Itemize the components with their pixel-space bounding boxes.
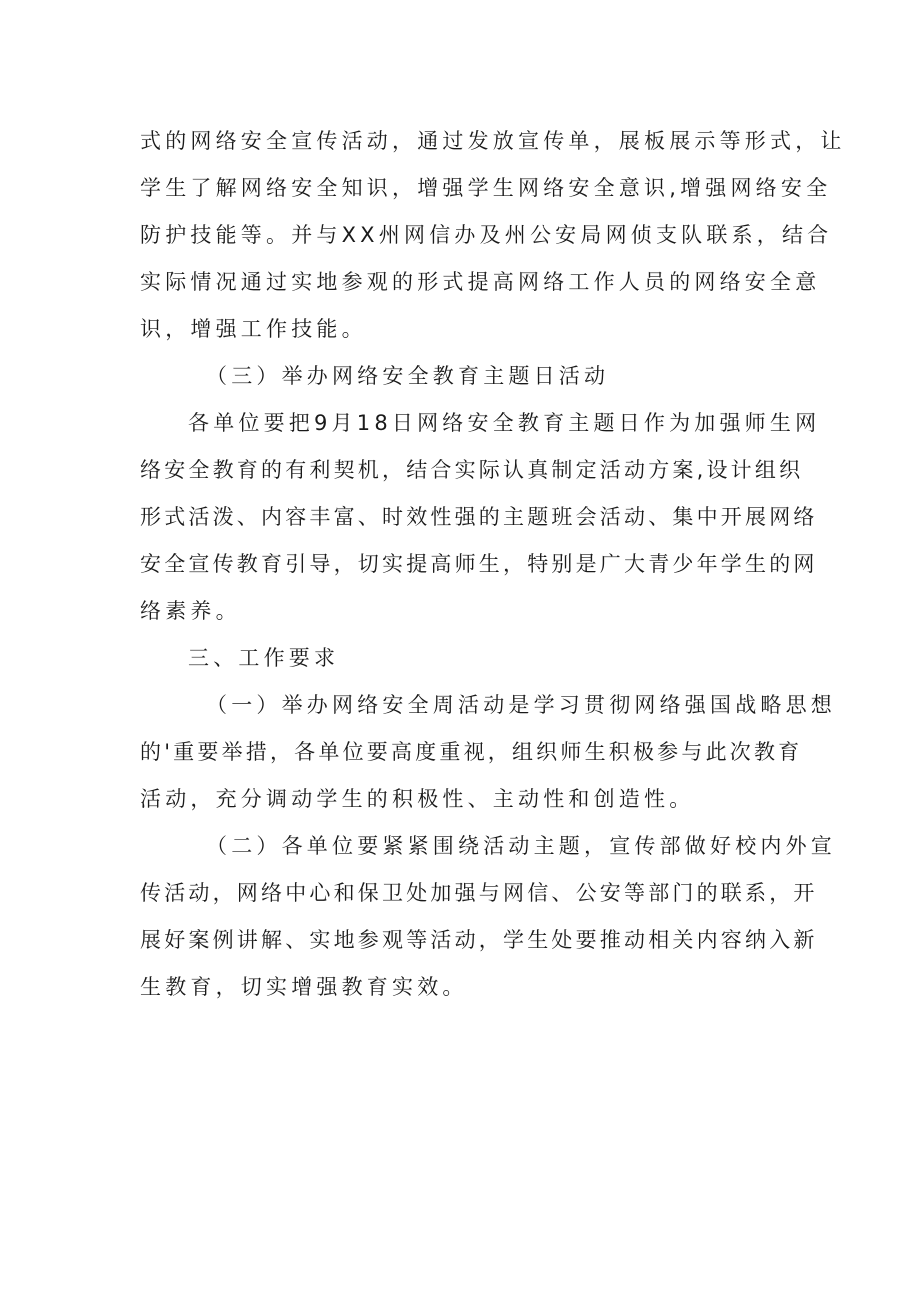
body-line: 学生了解网络安全知识，增强学生网络安全意识,增强网络安全 [140,176,832,200]
body-line: 展好案例讲解、实地参观等活动，学生处要推动相关内容纳入新 [140,928,818,952]
paragraph-first-line: （二）各单位要紧紧围绕活动主题，宣传部做好校内外宣 [206,834,836,858]
section-heading: （三）举办网络安全教育主题日活动 [206,364,610,388]
body-line: 式的网络安全宣传活动，通过发放宣传单，展板展示等形式，让 [140,129,846,153]
body-line: 识，增强工作技能。 [140,317,367,341]
document-body [140,118,846,1011]
body-line: 传活动，网络中心和保卫处加强与网信、公安等部门的联系，开 [140,881,818,905]
body-line: 形式活泼、内容丰富、时效性强的主题班会活动、集中开展网络 [140,505,818,529]
body-line: 络安全教育的有利契机，结合实际认真制定活动方案,设计组织 [140,458,804,482]
body-line: 实际情况通过实地参观的形式提高网络工作人员的网络安全意 [140,270,821,294]
body-line: 的'重要举措，各单位要高度重视，组织师生积极参与此次教育 [140,740,803,764]
body-line: 活动，充分调动学生的积极性、主动性和创造性。 [140,787,695,811]
paragraph-first-line: 各单位要把9月18日网络安全教育主题日作为加强师生网 [188,411,821,435]
body-line: 防护技能等。并与XX州网信办及州公安局网侦支队联系，结合 [140,223,833,247]
body-line: 安全宣传教育引导，切实提高师生，特别是广大青少年学生的网 [140,552,818,576]
paragraph-first-line: （一）举办网络安全周活动是学习贯彻网络强国战略思想 [206,693,836,717]
body-line: 生教育，切实增强教育实效。 [140,975,468,999]
body-line: 络素养。 [140,599,241,623]
section-heading: 三、工作要求 [188,646,340,670]
